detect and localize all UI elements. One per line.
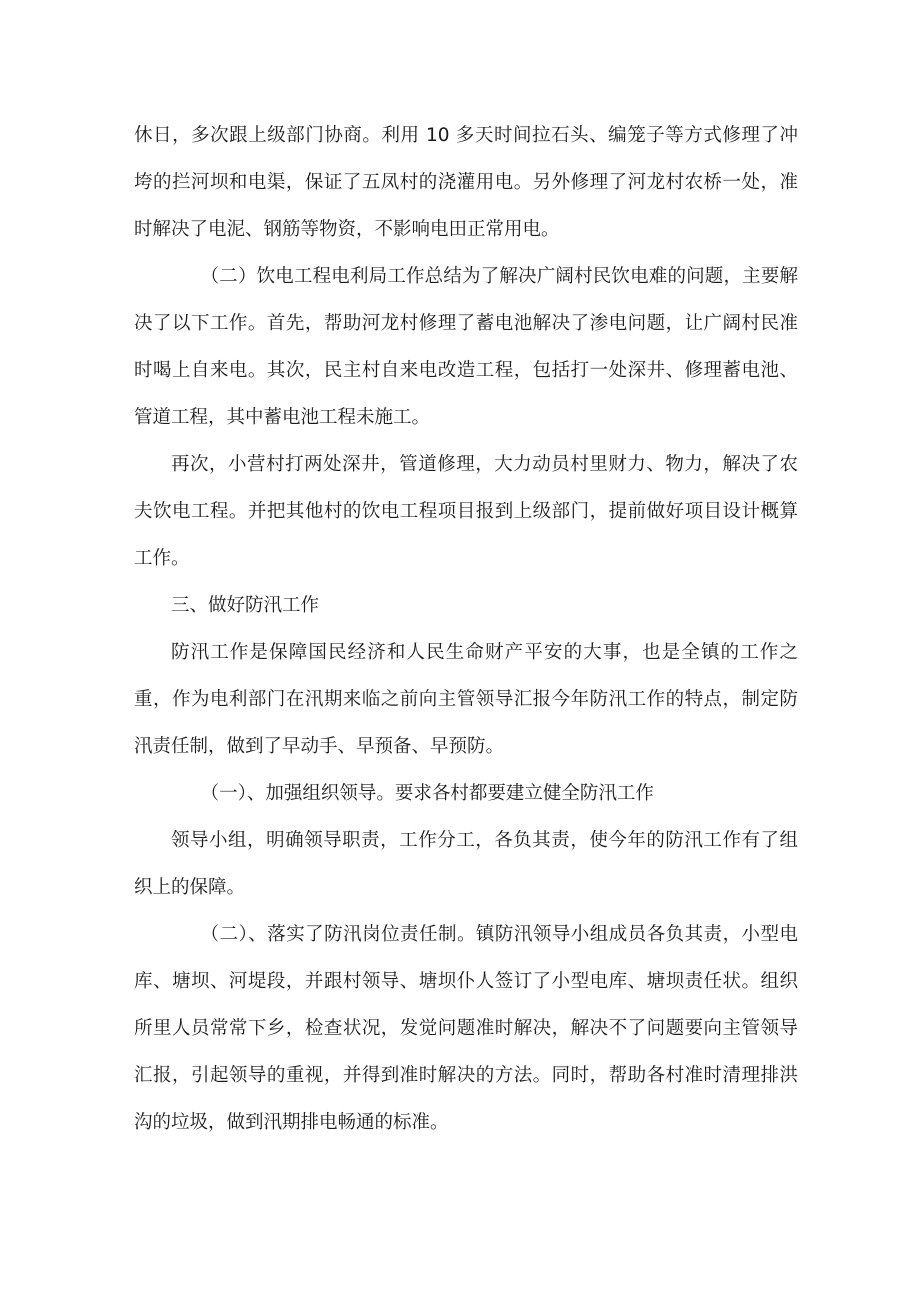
paragraph-3: 再次，小营村打两处深井，管道修理，大力动员村里财力、物力，解决了农夫饮电工程。并把其他村的饮电工程项目报到上级部门，提前做好项目设计概算工作。 <box>134 454 798 569</box>
paragraph-6: （一）、加强组织领导。要求各村都要建立健全防汛工作 <box>200 783 654 804</box>
paragraph-7: 领导小组，明确领导职责，工作分工，各负其责，使今年的防汛工作有了组织上的保障。 <box>134 830 798 898</box>
paragraph-2: （二）饮电工程电利局工作总结为了解决广阔村民饮电难的问题，主要解决了以下工作。首先，帮助河龙村修理了蓄电池解决了渗电问题，让广阔村民准时喝上自来电。其次，民主村自来电改造工程，包括打一处深井、修理蓄电池、管道工程，其中蓄电池工程未施工。 <box>134 266 798 428</box>
paragraph-8: （二）、落实了防汛岗位责任制。镇防汛领导小组成员各负其责，小型电库、塘坝、河堤段，并跟村领导、塘坝仆人签订了小型电库、塘坝责任状。组织所里人员常常下乡，检查状况，发觉问题准时解决，解决不了问题要向主管领导汇报，引起领导的重视，并得到准时解决的方法。同时，帮助各村准时清理排洪沟的垃圾，做到汛期排电畅通的标准。 <box>134 924 798 1133</box>
paragraph-5: 防汛工作是保障国民经济和人民生命财产平安的大事，也是全镇的工作之重，作为电利部门在汛期来临之前向主管领导汇报今年防汛工作的特点，制定防汛责任制，做到了早动手、早预备、早预防。 <box>134 642 798 757</box>
document-body <box>134 112 798 1146</box>
section-heading: 三、做好防汛工作 <box>171 595 320 616</box>
paragraph-1: 休日，多次跟上级部门协商。利用 10 多天时间拉石头、编笼子等方式修理了冲垮的拦河坝和电渠，保证了五凤村的浇灌用电。另外修理了河龙村农桥一处，准时解决了电泥、钢筋等物资，不影响电田正常用电。 <box>134 125 798 240</box>
